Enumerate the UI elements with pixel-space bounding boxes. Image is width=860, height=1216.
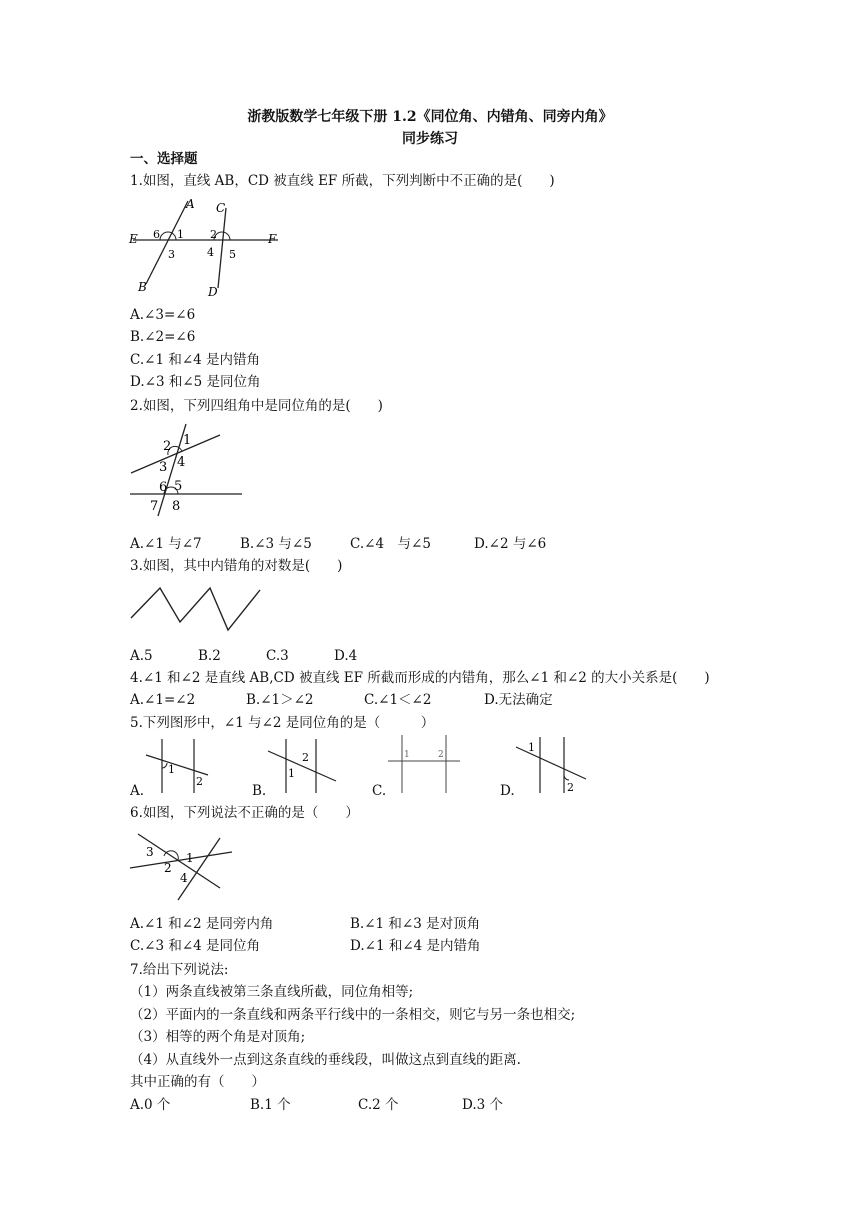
q7-option-c: C.2 个: [358, 1097, 399, 1113]
question-2-figure: [128, 420, 246, 518]
q7-statement-3: （3）相等的两个角是对顶角;: [130, 1029, 306, 1045]
q4-option-a: A.∠1=∠2: [130, 692, 196, 708]
question-1-figure: [128, 196, 288, 302]
question-3-stem: 3.如图，其中内错角的对数是( ): [130, 558, 343, 574]
q3-option-b: B.2: [198, 648, 221, 664]
line-transversal: [516, 747, 586, 779]
q6-option-d: D.∠1 和∠4 是内错角: [350, 938, 481, 954]
q3-option-d: D.4: [334, 648, 358, 664]
q5-option-b-label: B.: [252, 783, 267, 799]
q7-option-a: A.0 个: [130, 1097, 171, 1113]
line-cd: [218, 208, 226, 288]
q7-statement-4: （4）从直线外一点到这条直线的垂线段，叫做这点到直线的距离.: [130, 1052, 521, 1068]
question-7-stem: 7.给出下列说法:: [130, 962, 229, 978]
q1-option-a: A.∠3=∠6: [130, 307, 196, 323]
angle-arc: [160, 232, 176, 240]
question-5-stem: 5.下列图形中，∠1 与∠2 是同位角的是（ ）: [130, 715, 435, 731]
page-subtitle: 同步练习: [402, 131, 458, 147]
angle-label-1: 1: [404, 750, 410, 760]
q6-option-b: B.∠1 和∠3 是对顶角: [350, 916, 481, 932]
label-b: B: [138, 280, 147, 294]
angle-arc: [162, 763, 167, 768]
line-ab: [146, 201, 188, 284]
angle-label-4: 4: [180, 871, 188, 885]
angle-label-1: 1: [186, 851, 194, 865]
question-4-stem: 4.∠1 和∠2 是直线 AB,CD 被直线 EF 所截而形成的内错角，那么∠1 和∠2 的大小关系是( ): [130, 670, 710, 686]
q6-option-a: A.∠1 和∠2 是同旁内角: [130, 916, 274, 932]
q5-option-a-figure: [144, 737, 210, 795]
angle-label-3: 3: [146, 845, 154, 859]
q1-option-d: D.∠3 和∠5 是同位角: [130, 374, 261, 390]
angle-label-2: 2: [196, 775, 203, 788]
angle-label-4: 4: [207, 246, 214, 259]
question-3-figure: [128, 582, 268, 636]
angle-label-3: 3: [159, 460, 168, 475]
angle-label-5: 5: [174, 479, 183, 494]
q2-option-c: C.∠4 与∠5: [350, 536, 431, 552]
q7-statement-2: （2）平面内的一条直线和两条平行线中的一条相交，则它与另一条也相交;: [130, 1007, 576, 1023]
angle-label-8: 8: [172, 499, 181, 514]
q4-option-b: B.∠1＞∠2: [246, 692, 314, 708]
angle-label-1: 1: [177, 228, 184, 241]
angle-label-4: 4: [177, 455, 186, 470]
angle-label-6: 6: [153, 228, 160, 241]
section-heading: 一、选择题: [130, 151, 198, 167]
q6-option-c: C.∠3 和∠4 是同位角: [130, 938, 261, 954]
q7-statement-1: （1）两条直线被第三条直线所截，同位角相等;: [130, 984, 414, 1000]
q7-option-b: B.1 个: [250, 1097, 291, 1113]
angle-label-5: 5: [229, 248, 236, 261]
question-1-stem: 1.如图，直线 AB，CD 被直线 EF 所截，下列判断中不正确的是( ): [130, 173, 555, 189]
question-6-figure: [128, 830, 236, 902]
angle-arc: [564, 775, 569, 780]
q1-option-b: B.∠2=∠6: [130, 329, 196, 345]
page-title: 浙教版数学七年级下册 1.2《同位角、内错角、同旁内角》: [247, 109, 613, 125]
question-2-stem: 2.如图，下列四组角中是同位角的是( ): [130, 398, 383, 414]
zigzag-lines: [131, 588, 260, 630]
angle-label-2: 2: [302, 751, 309, 764]
label-d: D: [208, 285, 218, 299]
angle-label-2: 2: [567, 781, 574, 794]
q7-option-d: D.3 个: [462, 1097, 504, 1113]
angle-label-3: 3: [168, 248, 175, 261]
q5-option-d-label: D.: [500, 783, 515, 799]
q4-option-c: C.∠1＜∠2: [364, 692, 432, 708]
angle-label-1: 1: [528, 741, 535, 754]
angle-label-6: 6: [159, 480, 168, 495]
q2-option-d: D.∠2 与∠6: [474, 536, 547, 552]
q4-option-d: D.无法确定: [484, 692, 553, 708]
q5-option-d-figure: [514, 735, 588, 795]
q5-option-a-label: A.: [130, 783, 145, 799]
angle-label-2: 2: [438, 750, 444, 760]
label-f: F: [268, 232, 277, 246]
label-c: C: [216, 201, 226, 215]
angle-label-1: 1: [183, 433, 192, 448]
q5-option-c-label: C.: [372, 783, 387, 799]
angle-label-1: 1: [288, 767, 295, 780]
line-1: [138, 834, 220, 888]
angle-label-2: 2: [164, 861, 172, 875]
q7-ask: 其中正确的有（ ）: [130, 1074, 265, 1090]
question-6-stem: 6.如图，下列说法不正确的是（ ）: [130, 805, 359, 821]
q3-option-a: A.5: [130, 648, 153, 664]
q3-option-c: C.3: [266, 648, 289, 664]
label-e: E: [129, 232, 138, 246]
q2-option-a: A.∠1 与∠7: [130, 536, 202, 552]
line-transversal: [146, 755, 208, 775]
q5-option-c-figure: [386, 733, 462, 795]
transversal-line-upper: [131, 435, 220, 473]
q1-option-c: C.∠1 和∠4 是内错角: [130, 352, 261, 368]
angle-label-1: 1: [168, 763, 175, 776]
q2-option-b: B.∠3 与∠5: [240, 536, 312, 552]
angle-label-7: 7: [150, 499, 159, 514]
q5-option-b-figure: [266, 737, 338, 795]
label-a: A: [186, 197, 195, 211]
angle-label-2: 2: [163, 439, 172, 454]
line-3: [178, 838, 220, 900]
angle-label-2: 2: [210, 228, 217, 241]
